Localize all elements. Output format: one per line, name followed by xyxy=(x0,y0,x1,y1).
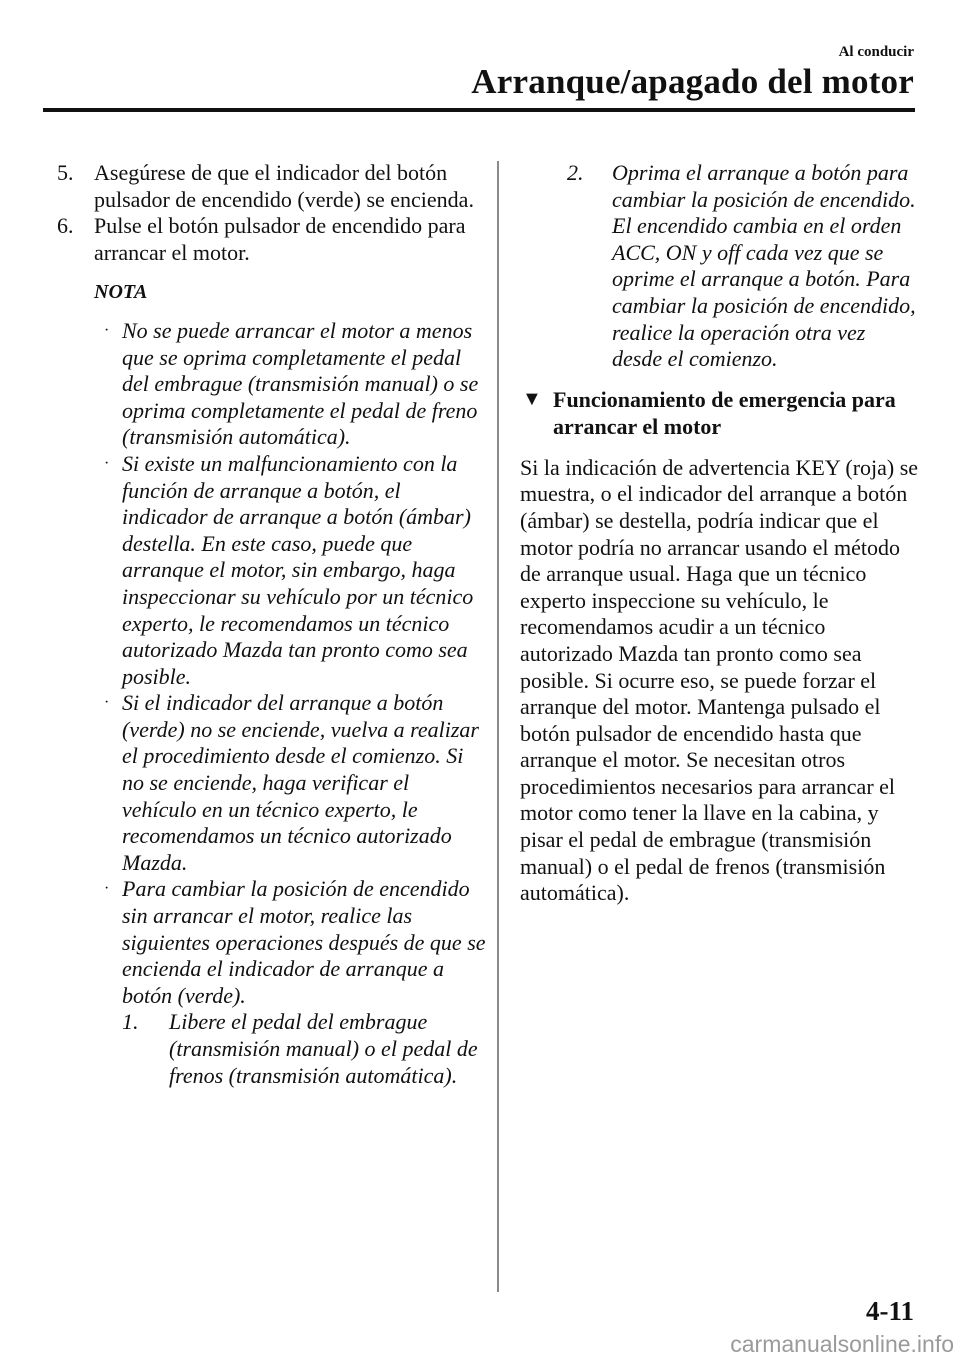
note-list xyxy=(104,318,487,1089)
step-item xyxy=(57,160,487,213)
bullet-icon: · xyxy=(104,880,110,898)
note-text: Si el indicador del arranque a botón (verde) no se enciende, vuelva a realizar el procedimiento desde el comienzo. Si no se enciende, haga verificar el vehículo en un técnico experto, le recomendamos un técnico autorizado Mazda. xyxy=(122,690,479,875)
note-text: Si existe un malfuncionamiento con la función de arranque a botón, el indicador de arranque a botón (ámbar) destella. En este caso, puede que arranque el motor, sin embargo, haga inspeccionar su vehículo por un técnico experto, le recomendamos un técnico autorizado Mazda tan pronto como sea posible. xyxy=(122,450,474,689)
step-number: 6. xyxy=(57,213,74,239)
note-item xyxy=(104,451,487,690)
triangle-down-icon: ▼ xyxy=(522,387,542,410)
step-number: 5. xyxy=(57,160,74,185)
watermark: carmanualsonline.info xyxy=(730,1331,954,1357)
note-label: NOTA xyxy=(94,281,148,304)
page-title: Arranque/apagado del motor xyxy=(471,62,914,101)
page-number: 4-11 xyxy=(865,1296,914,1326)
note-item xyxy=(104,690,487,876)
column-divider xyxy=(497,161,499,1292)
sub-step-text: Libere el pedal del embrague (transmisión manual) o el pedal de frenos (transmisión automática). xyxy=(169,1009,478,1088)
step-item xyxy=(57,213,487,266)
section-heading xyxy=(520,386,920,440)
sub-step-item xyxy=(122,1009,487,1089)
step-text: Asegúrese de que el indicador del botón pulsador de encendido (verde) se encienda. xyxy=(94,160,474,212)
note-text: No se puede arrancar el motor a menos que se oprima completamente el pedal del embrague (transmisión manual) o se oprima completamente el pedal de freno (transmisión automática). xyxy=(122,317,479,450)
note-item xyxy=(104,318,487,451)
sub-step-number: 1. xyxy=(122,1009,139,1035)
note-text: Para cambiar la posición de encendido sin arrancar el motor, realice las siguientes operaciones después de que se encienda el indicador de arranque a botón (verde). xyxy=(122,876,486,1008)
step-text: Pulse el botón pulsador de encendido para arrancar el motor. xyxy=(94,213,466,265)
sub-step-item xyxy=(567,160,920,373)
section-heading-text: Funcionamiento de emergencia para arrancar el motor xyxy=(553,386,896,439)
body-paragraph: Si la indicación de advertencia KEY (roja) se muestra, o el indicador del arranque a botón (ámbar) se destella, podría indicar que el motor podría no arrancar usando el método de arranque usual. Haga que un técnico experto inspeccione su vehículo, le recomendamos acudir a un técnico autorizado Mazda tan pronto como sea posible. Si ocurre eso, se puede forzar el arranque del motor. Mantenga pulsado el botón pulsador de encendido hasta que arranque el motor. Se necesitan otros procedimientos necesarios para arrancar el motor como tener la llave en la cabina, y pisar el pedal de embrague (transmisión manual) o el pedal de frenos (transmisión automática). xyxy=(520,454,919,906)
bullet-icon: · xyxy=(104,321,110,339)
left-column xyxy=(57,160,487,1089)
bullet-icon: · xyxy=(104,454,110,472)
sub-step-text: Oprima el arranque a botón para cambiar la posición de encendido. El encendido cambia en el orden ACC, ON y off cada vez que se oprime el arranque a botón. Para cambiar la posición de encendido, realice la operación otra vez desde el comienzo. xyxy=(612,160,916,372)
note-item xyxy=(104,876,487,1089)
header-rule xyxy=(43,108,915,112)
chapter-label: Al conducir xyxy=(838,44,914,60)
bullet-icon: · xyxy=(104,694,110,712)
right-column xyxy=(520,160,920,907)
sub-step-number: 2. xyxy=(567,160,584,185)
